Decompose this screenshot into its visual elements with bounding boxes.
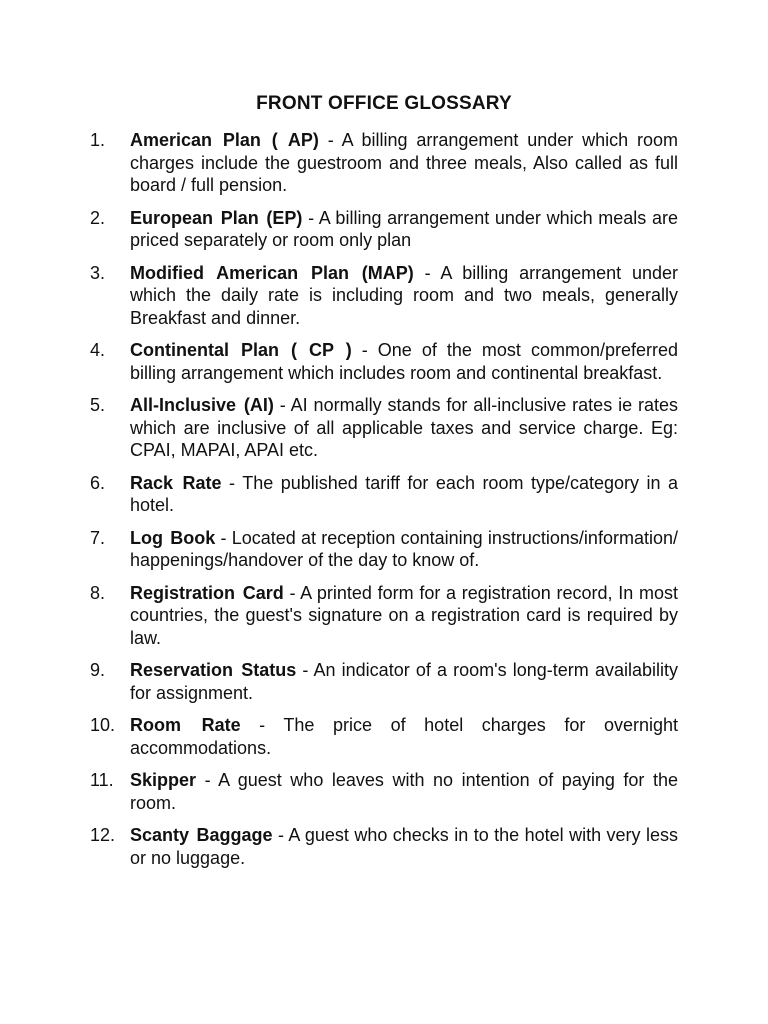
glossary-entry [90, 394, 678, 462]
entry-term: Modified American Plan (MAP) [130, 262, 414, 283]
entry-term: Rack Rate [130, 472, 222, 493]
glossary-entry [90, 339, 678, 384]
entry-definition: - A billing arrangement under which room charges include the guestroom and three meals, Also called as full board / full pension. [130, 130, 678, 195]
entry-term: Skipper [130, 770, 197, 790]
glossary-entry [90, 472, 678, 517]
page-title: FRONT OFFICE GLOSSARY [256, 93, 512, 114]
entry-number: 7. [90, 527, 106, 548]
entry-definition: - A guest who checks in to the hotel with very less or no luggage. [130, 825, 679, 868]
entry-number: 11. [90, 770, 114, 790]
glossary-entry [90, 527, 678, 572]
entry-number: 3. [90, 262, 106, 283]
entry-definition: - An indicator of a room's long-term availability for assignment. [130, 660, 678, 703]
entry-term: All-Inclusive (AI) [130, 395, 274, 415]
entry-definition: - A billing arrangement under which the daily rate is including room and two meals, generally Breakfast and dinner. [130, 262, 678, 328]
entry-definition: - The published tariff for each room type/category in a hotel. [130, 472, 679, 515]
glossary-entry [90, 824, 678, 869]
glossary-entry [90, 769, 678, 814]
entry-term: European Plan (EP) [130, 207, 303, 228]
entry-definition: - One of the most common/preferred billing arrangement which includes room and continental breakfast. [130, 340, 678, 383]
glossary-list [90, 129, 678, 879]
entry-number: 9. [90, 660, 106, 680]
glossary-entry [90, 659, 678, 704]
entry-number: 4. [90, 340, 106, 360]
glossary-entry [90, 207, 678, 252]
entry-term: Scanty Baggage [130, 825, 273, 845]
entry-definition: - The price of hotel charges for overnight accommodations. [130, 715, 679, 758]
entry-number: 5. [90, 395, 106, 415]
glossary-entry [90, 714, 678, 759]
entry-number: 1. [90, 130, 106, 150]
entry-term: American Plan ( AP) [130, 130, 319, 150]
entry-definition: - Located at reception containing instructions/information/ happenings/handover of the day to know of. [130, 527, 678, 570]
entry-term: Log Book [130, 527, 216, 548]
entry-number: 10. [90, 715, 116, 735]
entry-term: Room Rate [130, 715, 241, 735]
entry-number: 12. [90, 825, 116, 845]
entry-term: Continental Plan ( CP ) [130, 340, 352, 360]
entry-definition: - A billing arrangement under which meals are priced separately or room only plan [130, 207, 678, 250]
entry-number: 8. [90, 582, 106, 603]
glossary-entry [90, 129, 678, 197]
glossary-entry [90, 262, 678, 330]
entry-term: Reservation Status [130, 660, 297, 680]
entry-definition: - A printed form for a registration record, In most countries, the guest's signature on a registration card is required by law. [130, 582, 678, 648]
entry-definition: - A guest who leaves with no intention of paying for the room. [130, 770, 678, 813]
entry-number: 2. [90, 207, 106, 228]
entry-number: 6. [90, 472, 106, 493]
entry-definition: - AI normally stands for all-inclusive rates ie rates which are inclusive of all applicable taxes and service charge. Eg: CPAI, MAPAI, APAI etc. [130, 395, 678, 460]
glossary-entry [90, 582, 678, 650]
entry-term: Registration Card [130, 582, 284, 603]
